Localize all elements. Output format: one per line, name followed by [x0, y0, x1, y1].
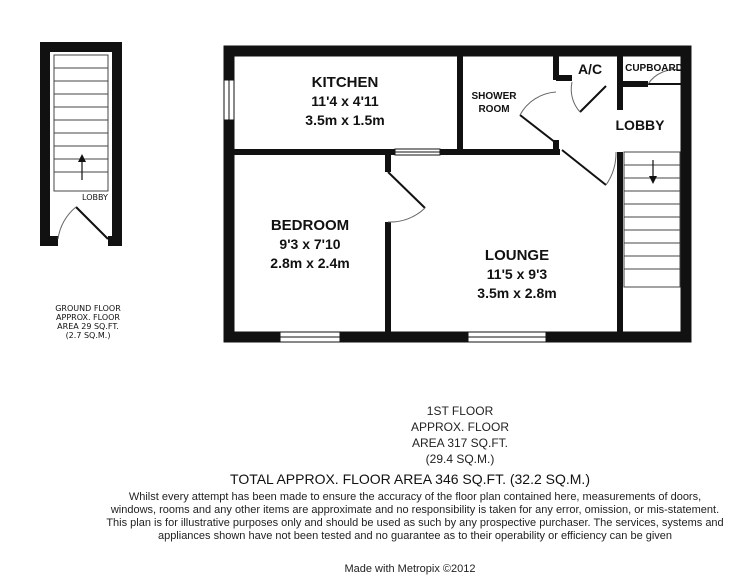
total-floor-area: TOTAL APPROX. FLOOR AREA 346 SQ.FT. (32.2 SQ.M.)	[230, 471, 590, 487]
lounge-imperial: 11'5 x 9'3	[486, 266, 548, 282]
kitchen-label: KITCHEN	[311, 74, 379, 91]
first-floor-area-line2: APPROX. FLOOR	[410, 420, 510, 434]
kitchen-imperial: 11'4 x 4'11	[311, 93, 379, 109]
lobby-label: LOBBY	[615, 117, 665, 133]
ground-floor-plan	[45, 47, 121, 340]
ground-floor-area-line2: APPROX. FLOOR	[56, 313, 120, 322]
first-floor-area	[350, 403, 570, 467]
lounge-label: LOUNGE	[484, 247, 550, 264]
kitchen-metric: 3.5m x 1.5m	[305, 112, 385, 128]
disclaimer-text: Whilst every attempt has been made to ensure the accuracy of the floor plan contained here, measurements of doors, windows, rooms and any other items are approximate and no responsibility is taken for any error, omission, or mis-statement. This plan is for illustrative purposes only and should be used as such by any prospective purchaser. The services, systems and appliances shown have not been tested and no guarantee as to their operability or efficiency can be given	[106, 491, 724, 542]
first-floor-area-line4: (29.4 SQ.M.)	[425, 452, 495, 466]
cupboard-label: CUPBOARD	[625, 63, 683, 74]
first-floor-area-line3: AREA 317 SQ.FT.	[411, 436, 509, 450]
ground-floor-area-line1: GROUND FLOOR	[55, 304, 121, 313]
bedroom-metric: 2.8m x 2.4m	[270, 255, 350, 271]
ac-label: A/C	[577, 61, 603, 77]
first-floor-plan	[224, 51, 686, 342]
first-floor-stairs	[624, 152, 680, 287]
first-floor-area-line1: 1ST FLOOR	[426, 404, 494, 418]
ground-floor-stairs	[54, 55, 108, 191]
credit-text: Made with Metropix ©2012	[344, 563, 476, 575]
lounge-metric: 3.5m x 2.8m	[477, 285, 557, 301]
ground-lobby-label: LOBBY	[82, 193, 108, 202]
ground-floor-area-line4: (2.7 SQ.M.)	[65, 331, 111, 340]
bedroom-label: BEDROOM	[270, 217, 350, 234]
shower-room-label-line1: SHOWER	[471, 91, 517, 102]
ground-floor-area-line3: AREA 29 SQ.FT.	[57, 322, 119, 331]
bedroom-imperial: 9'3 x 7'10	[279, 236, 341, 252]
shower-room-label-line2: ROOM	[478, 104, 510, 115]
